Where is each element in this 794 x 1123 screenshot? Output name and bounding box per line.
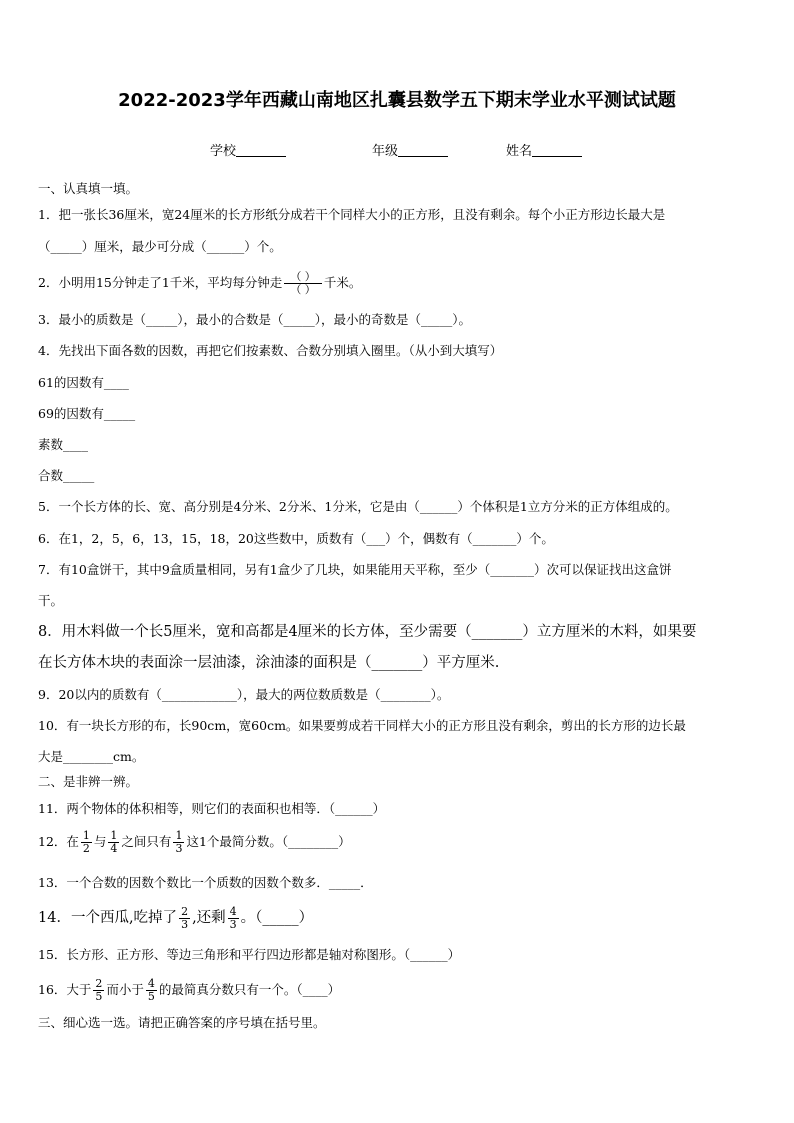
question-12-text-b: 与 bbox=[93, 834, 107, 849]
section-1-heading: 一、认真填一填。 bbox=[38, 181, 139, 196]
fraction-denominator-blank[interactable]: （ ） bbox=[284, 283, 322, 296]
fraction-numerator-blank[interactable]: （ ） bbox=[290, 270, 316, 283]
question-4-factors-61: 61的因数有____ bbox=[38, 375, 129, 390]
grade-label: 年级 bbox=[372, 144, 399, 159]
question-14-text-c: 。（_____） bbox=[240, 910, 314, 926]
question-16-text-c: 的最简真分数只有一个。（____） bbox=[158, 982, 341, 997]
question-6: 6．在1，2，5，6，13，15，18，20这些数中，质数有（___）个，偶数有（_______）个。 bbox=[38, 531, 554, 546]
school-label: 学校 bbox=[210, 144, 237, 159]
question-7-line-2: 干。 bbox=[38, 593, 64, 608]
question-12-text-c: 之间只有 bbox=[121, 834, 172, 849]
fraction-numerator: 2 bbox=[95, 977, 103, 990]
question-8-line-2: 在长方体木块的表面涂一层油漆，涂油漆的面积是（_______）平方厘米. bbox=[38, 655, 500, 671]
fraction-denominator: 3 bbox=[175, 842, 183, 855]
question-7-line-1: 7．有10盒饼干，其中9盒质量相同，另有1盒少了几块，如果能用天平称，至少（_______）次可以保证找出这盒饼 bbox=[38, 562, 672, 577]
fraction-numerator: 1 bbox=[175, 829, 183, 842]
question-14 bbox=[38, 902, 313, 934]
question-16-text-a: 16．大于 bbox=[38, 982, 92, 997]
grade-field bbox=[372, 140, 448, 159]
question-1-line-2: （_____）厘米，最少可分成（______）个。 bbox=[38, 239, 282, 254]
question-14-text-a: 14．一个西瓜,吃掉了 bbox=[38, 910, 178, 926]
fraction-one-third bbox=[173, 830, 184, 855]
name-field bbox=[506, 140, 582, 159]
question-2-fraction bbox=[284, 271, 322, 296]
school-field bbox=[210, 140, 286, 159]
fraction-denominator: 4 bbox=[110, 842, 118, 855]
page-title: 2022-2023学年西藏山南地区扎囊县数学五下期末学业水平测试试题 bbox=[118, 90, 676, 111]
question-12 bbox=[38, 826, 351, 858]
question-2-unit: 千米。 bbox=[323, 275, 362, 290]
fraction-denominator: 5 bbox=[95, 990, 103, 1003]
question-11: 11．两个物体的体积相等，则它们的表面积也相等．（______） bbox=[38, 801, 386, 816]
fraction-denominator: 3 bbox=[229, 917, 237, 931]
question-1-line-1: 1．把一张长36厘米，宽24厘米的长方形纸分成若干个同样大小的正方形，且没有剩余。每个小正方形边长最大是 bbox=[38, 207, 666, 222]
question-15: 15．长方形、正方形、等边三角形和平行四边形都是轴对称图形。（______） bbox=[38, 947, 461, 962]
question-4-prime: 素数____ bbox=[38, 437, 89, 452]
fraction-two-thirds bbox=[179, 906, 190, 931]
fraction-one-quarter bbox=[108, 830, 119, 855]
question-2-text: 2．小明用15分钟走了1千米，平均每分钟走 bbox=[38, 275, 283, 290]
question-13: 13．一个合数的因数个数比一个质数的因数个数多．_____． bbox=[38, 875, 373, 890]
fraction-numerator: 1 bbox=[110, 829, 118, 842]
school-blank[interactable] bbox=[236, 142, 286, 157]
section-2-heading: 二、是非辨一辨。 bbox=[38, 774, 139, 789]
section-3-heading: 三、细心选一选。请把正确答案的序号填在括号里。 bbox=[38, 1015, 326, 1030]
question-10-line-1: 10．有一块长方形的布，长90cm，宽60cm。如果要剪成若干同样大小的正方形且没有剩余，剪出的长方形的边长最 bbox=[38, 718, 686, 733]
fraction-denominator: 3 bbox=[181, 917, 189, 931]
question-4-factors-69: 69的因数有_____ bbox=[38, 406, 136, 421]
question-3: 3．最小的质数是（_____），最小的合数是（_____），最小的奇数是（_____）。 bbox=[38, 312, 471, 327]
fraction-denominator: 5 bbox=[147, 990, 155, 1003]
grade-blank[interactable] bbox=[398, 142, 448, 157]
name-label: 姓名 bbox=[506, 144, 533, 159]
question-16-text-b: 而小于 bbox=[106, 982, 144, 997]
fraction-denominator: 2 bbox=[82, 842, 90, 855]
question-8-line-1: 8．用木料做一个长5厘米，宽和高都是4厘米的长方体，至少需要（_______）立方厘米的木料，如果要 bbox=[38, 624, 697, 640]
fraction-four-thirds bbox=[228, 906, 239, 931]
fraction-numerator: 4 bbox=[147, 977, 155, 990]
question-12-text-d: 这1个最简分数。（________） bbox=[186, 834, 351, 849]
question-2 bbox=[38, 266, 361, 300]
fraction-numerator: 4 bbox=[229, 904, 237, 918]
fraction-numerator: 1 bbox=[82, 829, 90, 842]
name-blank[interactable] bbox=[532, 142, 582, 157]
question-5: 5．一个长方体的长、宽、高分别是4分米、2分米、1分米，它是由（______）个体积是1立方分米的正方体组成的。 bbox=[38, 499, 678, 514]
question-10-line-2: 大是________cm。 bbox=[38, 749, 145, 764]
question-4-composite: 合数_____ bbox=[38, 468, 95, 483]
question-16 bbox=[38, 974, 340, 1006]
fraction-four-fifths bbox=[146, 978, 157, 1003]
fraction-two-fifths bbox=[93, 978, 104, 1003]
question-12-text-a: 12．在 bbox=[38, 834, 79, 849]
question-14-text-b: ,还剩 bbox=[192, 910, 226, 926]
question-9: 9．20以内的质数有（____________），最大的两位数质数是（________）。 bbox=[38, 687, 450, 702]
fraction-numerator: 2 bbox=[181, 904, 189, 918]
fraction-one-half bbox=[81, 830, 92, 855]
question-4: 4．先找出下面各数的因数，再把它们按素数、合数分别填入圈里。（从小到大填写） bbox=[38, 343, 503, 358]
